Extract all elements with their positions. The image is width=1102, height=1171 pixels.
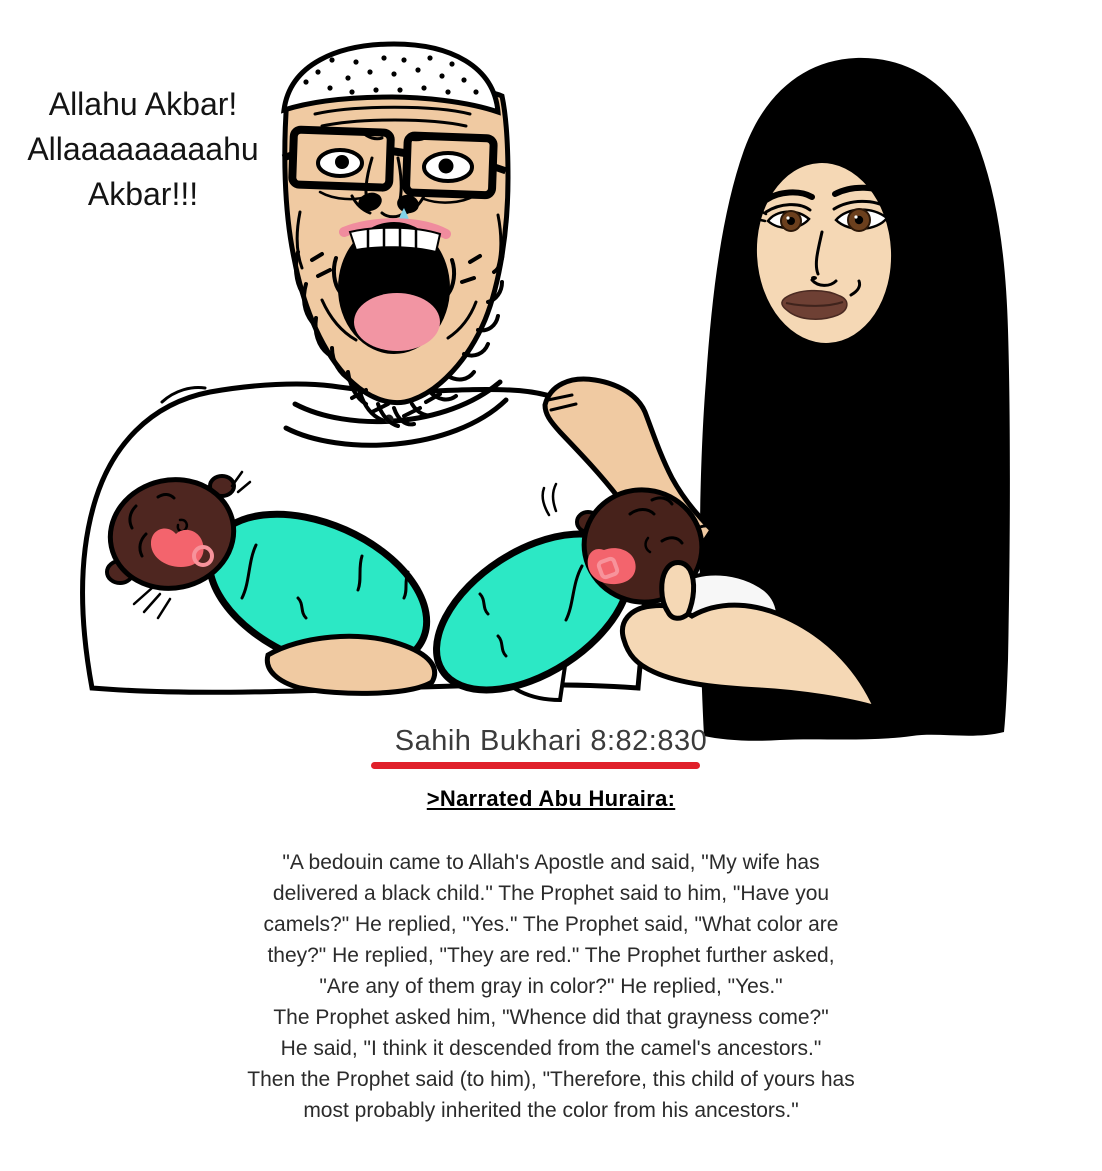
man-mouth xyxy=(341,223,447,351)
scream-text xyxy=(12,82,274,217)
quote-line: most probably inherited the color from his ancestors." xyxy=(303,1099,799,1122)
quote-line: Then the Prophet said (to him), "Therefore, this child of yours has xyxy=(247,1068,855,1091)
hadith-quote xyxy=(0,847,1102,1126)
man-hand xyxy=(267,636,434,693)
quote-line: camels?" He replied, "Yes." The Prophet said, "What color are xyxy=(263,913,839,936)
scream-line-3: Akbar!!! xyxy=(87,176,199,212)
quote-line: "Are any of them gray in color?" He replied, "Yes." xyxy=(319,975,783,998)
scream-line-1: Allahu Akbar! xyxy=(48,86,238,122)
thumb xyxy=(662,563,694,619)
citation-red-underline xyxy=(371,762,700,769)
narrator-line: >Narrated Abu Huraira: xyxy=(426,786,676,811)
scream-line-2: Allaaaaaaaaahu xyxy=(27,131,259,167)
tongue xyxy=(354,293,440,351)
quote-line: He said, "I think it descended from the camel's ancestors." xyxy=(280,1037,822,1060)
quote-line: delivered a black child." The Prophet said to him, "Have you xyxy=(272,882,830,905)
citation-text: Sahih Bukhari 8:82:830 xyxy=(394,725,708,757)
quote-line: they?" He replied, "They are red." The Prophet further asked, xyxy=(267,944,835,967)
quote-line: The Prophet asked him, "Whence did that grayness come?" xyxy=(273,1006,829,1029)
quote-line: "A bedouin came to Allah's Apostle and said, "My wife has xyxy=(282,851,820,874)
